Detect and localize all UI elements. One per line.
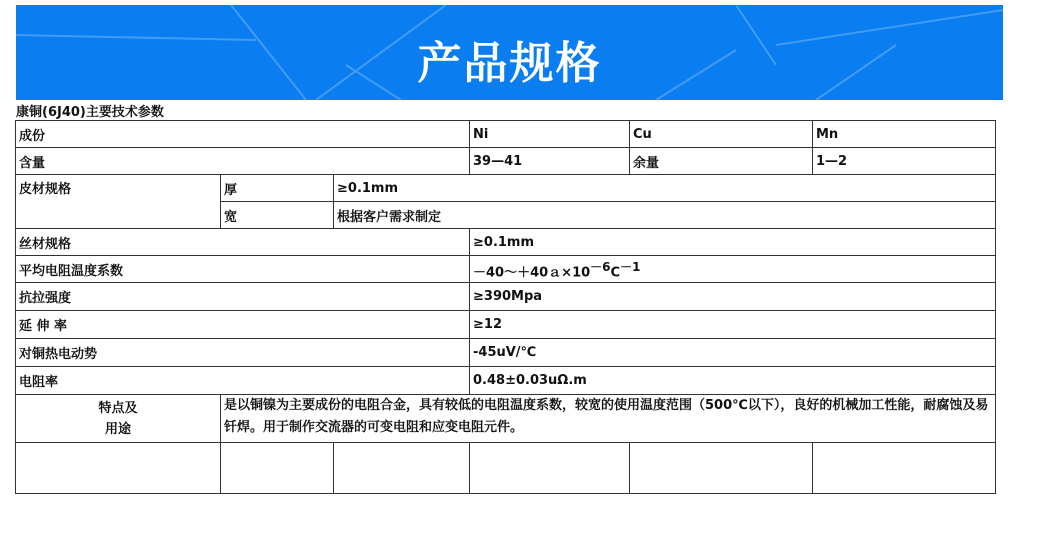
composition-ni: Ni	[470, 121, 630, 148]
wire-value: ≥0.1mm	[470, 229, 996, 256]
usage-label-line2: 用途	[104, 421, 131, 437]
content-cu: 余量	[630, 148, 813, 175]
content-ni: 39—41	[470, 148, 630, 175]
table-row	[16, 367, 996, 395]
sheet-width-value: 根据客户需求制定	[334, 202, 996, 229]
empty-cell	[630, 443, 813, 494]
composition-cu: Cu	[630, 121, 813, 148]
tcr-label: 平均电阻温度系数	[16, 256, 470, 283]
empty-cell	[470, 443, 630, 494]
table-row	[16, 229, 996, 256]
tcr-unit: C	[610, 265, 621, 281]
spec-table	[15, 120, 996, 494]
sheet-label: 皮材规格	[16, 175, 221, 229]
empty-cell	[334, 443, 470, 494]
sheet-thick-value: ≥0.1mm	[334, 175, 996, 202]
table-row	[16, 283, 996, 311]
emf-value: -45uV/℃	[470, 339, 996, 367]
table-row-empty	[16, 443, 996, 494]
table-row	[16, 339, 996, 367]
content-label: 含量	[16, 148, 470, 175]
usage-label	[16, 395, 221, 443]
tensile-label: 抗拉强度	[16, 283, 470, 311]
resistivity-value: 0.48±0.03uΩ.m	[470, 367, 996, 395]
elongation-value: ≥12	[470, 311, 996, 339]
content-mn: 1—2	[813, 148, 996, 175]
usage-label-line1: 特点及	[98, 400, 138, 416]
emf-label: 对铜热电动势	[16, 339, 470, 367]
table-row	[16, 256, 996, 283]
composition-label: 成份	[16, 121, 470, 148]
tcr-exp1: －6	[590, 259, 611, 274]
table-row	[16, 175, 996, 202]
banner-title: 产品规格	[417, 38, 602, 89]
tcr-exp2: －1	[620, 259, 641, 274]
table-row	[16, 148, 996, 175]
table-caption: 康铜(6J40)主要技术参数	[16, 105, 164, 120]
empty-cell	[813, 443, 996, 494]
table-row	[16, 395, 996, 443]
tcr-value	[470, 256, 996, 283]
elongation-label: 延 伸 率	[16, 311, 470, 339]
resistivity-label: 电阻率	[16, 367, 470, 395]
tensile-value: ≥390Mpa	[470, 283, 996, 311]
tcr-base: －40～＋40ａ×10	[473, 265, 591, 281]
table-row	[16, 121, 996, 148]
empty-cell	[16, 443, 221, 494]
banner	[16, 5, 1003, 100]
sheet-thick-label: 厚	[221, 175, 334, 202]
table-row	[16, 311, 996, 339]
sheet-width-label: 宽	[221, 202, 334, 229]
empty-cell	[221, 443, 334, 494]
wire-label: 丝材规格	[16, 229, 470, 256]
usage-text: 是以铜镍为主要成份的电阻合金，具有较低的电阻温度系数，较宽的使用温度范围（500℃以下），良好的机械加工性能，耐腐蚀及易钎焊。用于制作交流器的可变电阻和应变电阻元件。	[221, 395, 996, 443]
composition-mn: Mn	[813, 121, 996, 148]
